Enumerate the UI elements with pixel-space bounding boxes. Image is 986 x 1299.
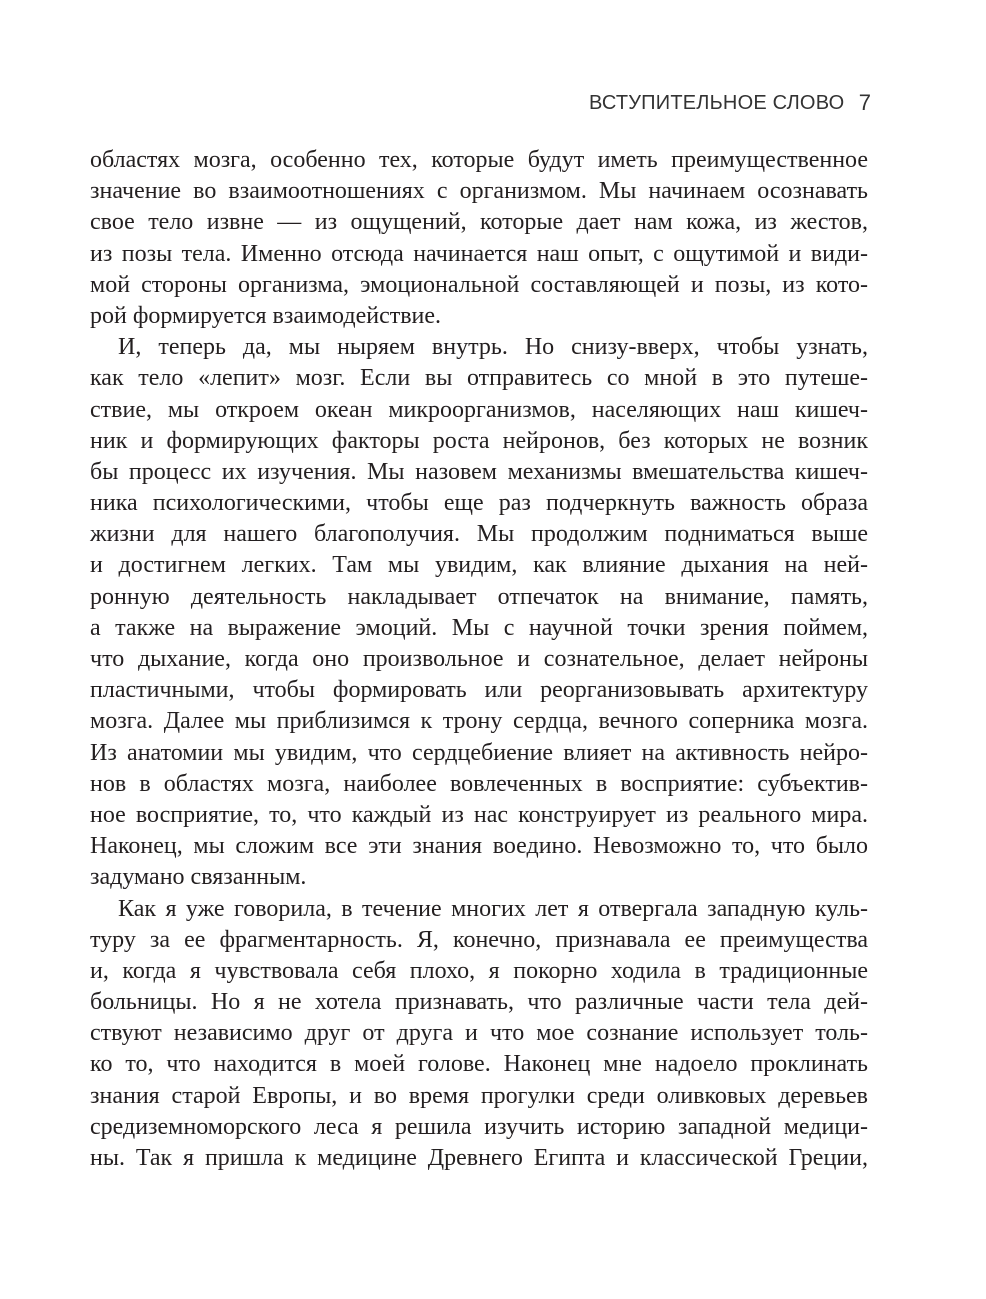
page-number: 7 — [858, 90, 871, 115]
text-line: Как я уже говорила, в течение многих лет я отвергала западную куль- — [118, 895, 868, 922]
text-line: значение во взаимоотношениях с организмом. Мы начинаем осознавать — [90, 178, 868, 205]
text-line: рой формируется взаимодействие. — [90, 302, 442, 329]
text-line: бы процесс их изучения. Мы назовем механизмы вмешательства кишеч- — [90, 458, 868, 485]
text-line: ствие, мы откроем океан микроорганизмов, населяющих наш кишеч- — [90, 396, 868, 423]
text-line: свое тело извне — из ощущений, которые дает нам кожа, из жестов, — [90, 209, 868, 236]
text-line: и, когда я чувствовала себя плохо, я покорно ходила в традиционные — [90, 957, 868, 984]
text-line: как тело «лепит» мозг. Если вы отправитесь со мной в это путеше- — [90, 365, 868, 392]
paragraph — [90, 894, 868, 1175]
text-line: мой стороны организма, эмоциональной составляющей и позы, из кото- — [90, 271, 868, 298]
text-line: ника психологическими, чтобы еще раз подчеркнуть важность образа — [90, 490, 868, 517]
text-line: больницы. Но я не хотела признавать, что различные части тела дей- — [90, 989, 868, 1016]
text-line: ное восприятие, то, что каждый из нас конструирует из реального мира. — [90, 801, 868, 828]
text-line: задумано связанным. — [90, 864, 307, 891]
text-line: нов в областях мозга, наиболее вовлеченных в восприятие: субъектив- — [90, 770, 868, 797]
text-line: пластичными, чтобы формировать или реорганизовывать архитектуру — [90, 677, 868, 704]
text-line: ко то, что находится в моей голове. Наконец мне надоело проклинать — [90, 1051, 868, 1078]
paragraph — [90, 145, 868, 332]
text-line: И, теперь да, мы ныряем внутрь. Но снизу-вверх, чтобы узнать, — [118, 334, 868, 361]
text-line: Из анатомии мы увидим, что сердцебиение влияет на активность нейро- — [90, 739, 868, 766]
text-line: средиземноморского леса я решила изучить историю западной медици- — [90, 1113, 868, 1140]
text-line: что дыхание, когда оно произвольное и сознательное, делает нейроны — [90, 646, 868, 672]
text-line: областях мозга, особенно тех, которые будут иметь преимущественное — [90, 147, 868, 173]
text-line: мозга. Далее мы приблизимся к трону сердца, вечного соперника мозга. — [90, 708, 868, 735]
body-text — [90, 145, 868, 1174]
text-line: из позы тела. Именно отсюда начинается наш опыт, с ощутимой и види- — [90, 240, 868, 267]
text-line: а также на выражение эмоций. Мы с научной точки зрения поймем, — [90, 614, 868, 641]
text-line: ронную деятельность накладывает отпечаток на внимание, память, — [90, 583, 868, 610]
text-line: туру за ее фрагментарность. Я, конечно, признавала ее преимущества — [90, 926, 868, 953]
text-line: ник и формирующих факторы роста нейронов, без которых не возник — [90, 427, 868, 454]
text-line: и достигнем легких. Там мы увидим, как влияние дыхания на ней- — [90, 552, 868, 579]
text-line: Наконец, мы сложим все эти знания воедино. Невозможно то, что было — [90, 833, 868, 860]
text-line: жизни для нашего благополучия. Мы продолжим подниматься выше — [90, 521, 868, 548]
section-title: ВСТУПИТЕЛЬНОЕ СЛОВО — [589, 92, 845, 114]
text-line: ны. Так я пришла к медицине Древнего Египта и классической Греции, — [90, 1145, 868, 1171]
text-line: знания старой Европы, и во время прогулки среди оливковых деревьев — [90, 1082, 868, 1109]
running-head — [589, 90, 871, 120]
text-line: ствуют независимо друг от друга и что мое сознание использует толь- — [90, 1020, 868, 1047]
paragraph — [90, 332, 868, 893]
